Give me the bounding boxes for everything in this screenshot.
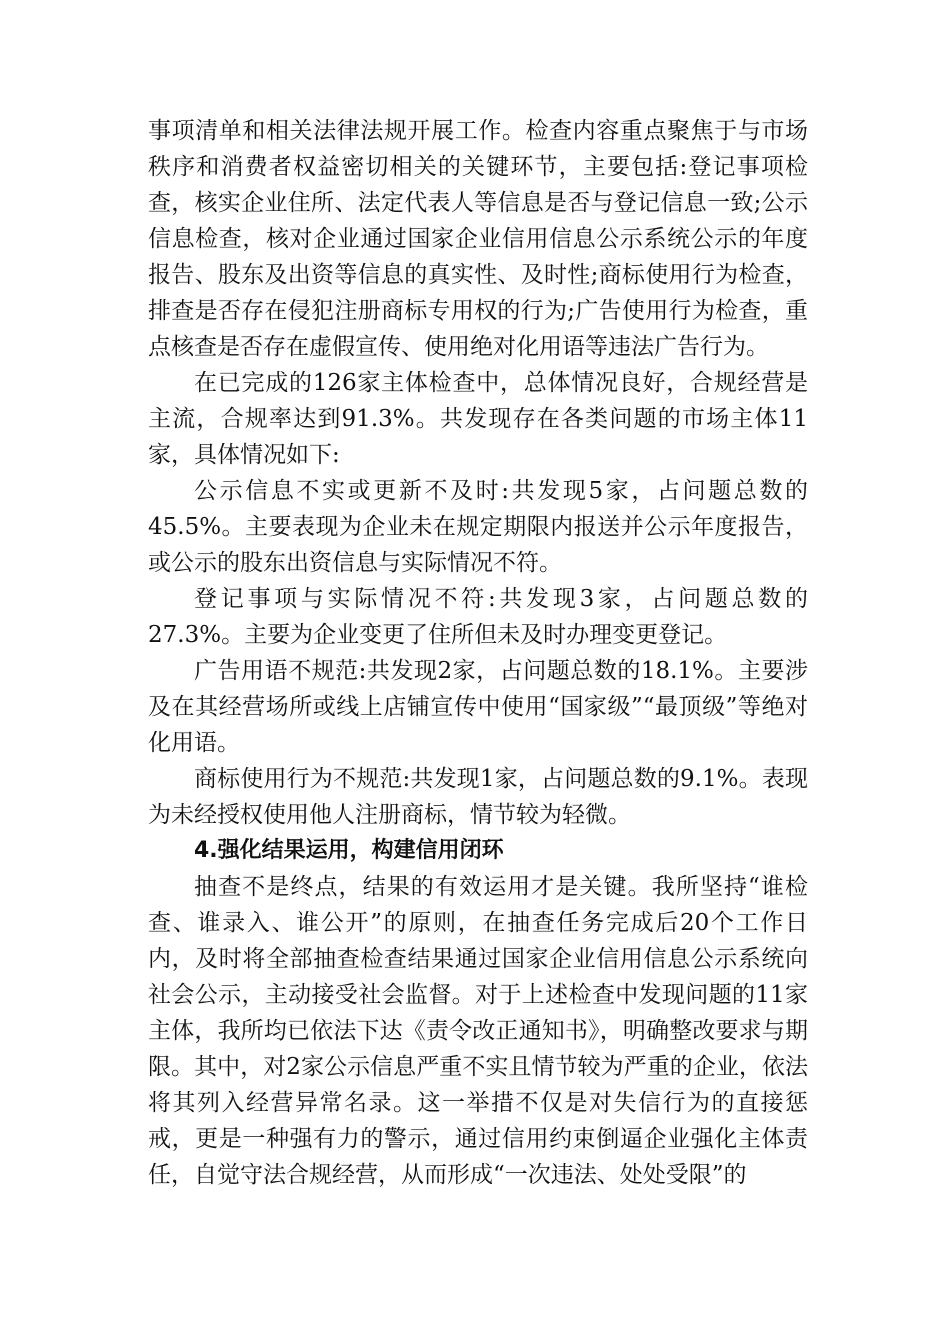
paragraph-issue-registration: 登记事项与实际情况不符:共发现3家，占问题总数的27.3%。主要为企业变更了住所但未及时办理变更登记。: [148, 586, 808, 648]
paragraph-issue-trademark: 商标使用行为不规范:共发现1家，占问题总数的9.1%。表现为未经授权使用他人注册商标，情节较为轻微。: [148, 766, 808, 828]
paragraph-issue-advertising: 广告用语不规范:共发现2家，占问题总数的18.1%。主要涉及在其经营场所或线上店铺宣传中使用“国家级”“最顶级”等绝对化用语。: [148, 658, 808, 756]
section-heading: 4.强化结果运用，构建信用闭环: [194, 838, 504, 863]
document-page: [148, 113, 808, 1193]
paragraph-issue-public-info: 公示信息不实或更新不及时:共发现5家，占问题总数的45.5%。主要表现为企业未在规定期限内报送并公示年度报告，或公示的股东出资信息与实际情况不符。: [148, 478, 808, 576]
paragraph-inspection-content: 事项清单和相关法律法规开展工作。检查内容重点聚焦于与市场秩序和消费者权益密切相关的关键环节，主要包括:登记事项检查，核实企业住所、法定代表人等信息是否与登记信息一致;公示信息检查，核对企业通过国家企业信用信息公示系统公示的年度报告、股东及出资等信息的真实性、及时性;商标使用行为检查，排查是否存在侵犯注册商标专用权的行为;广告使用行为检查，重点核查是否存在虚假宣传、使用绝对化用语等违法广告行为。: [148, 118, 808, 360]
paragraph-result-application: 抽查不是终点，结果的有效运用才是关键。我所坚持“谁检查、谁录入、谁公开”的原则，在抽查任务完成后20个工作日内，及时将全部抽查检查结果通过国家企业信用信息公示系统向社会公示，主动接受社会监督。对于上述检查中发现问题的11家主体，我所均已依法下达《责令改正通知书》，明确整改要求与期限。其中，对2家公示信息严重不实且情节较为严重的企业，依法将其列入经营异常名录。这一举措不仅是对失信行为的直接惩戒，更是一种强有力的警示，通过信用约束倒逼企业强化主体责任，自觉守法合规经营，从而形成“一次违法、处处受限”的: [148, 874, 808, 1188]
paragraph-inspection-summary: 在已完成的126家主体检查中，总体情况良好，合规经营是主流，合规率达到91.3%。共发现存在各类问题的市场主体11家，具体情况如下:: [148, 370, 808, 468]
